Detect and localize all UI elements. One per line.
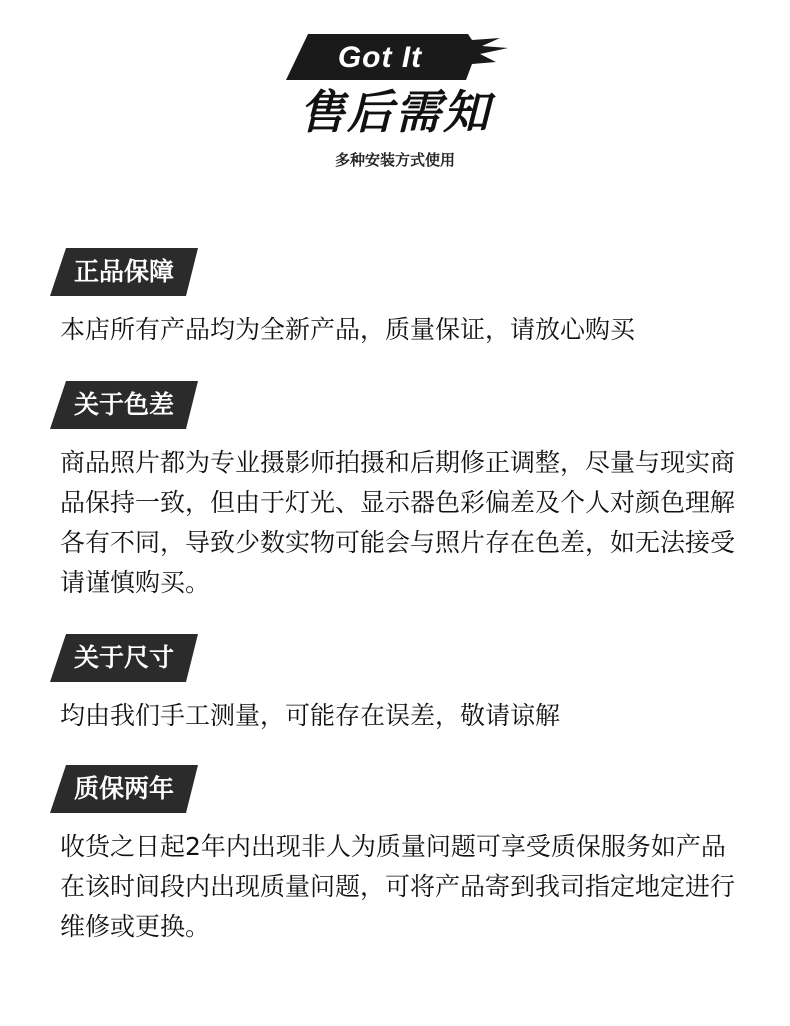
section-body: 收货之日起2年内出现非人为质量问题可享受质保服务如产品在该时间段内出现质量问题，可将产品寄到我司指定地定进行维修或更换。 — [60, 832, 736, 941]
section-tag — [50, 765, 198, 813]
section-body: 均由我们手工测量，可能存在误差，敬请谅解 — [60, 701, 561, 730]
section-body: 商品照片都为专业摄影师拍摄和后期修正调整，尽量与现实商品保持一致，但由于灯光、显示器色彩偏差及个人对颜色理解各有不同，导致少数实物可能会与照片存在色差，如无法接受请谨慎购买。 — [60, 448, 736, 597]
page-title: 售后需知 — [299, 85, 491, 139]
section-tag — [50, 248, 198, 296]
section-tag-label: 质保两年 — [73, 774, 174, 803]
header-banner — [0, 0, 790, 180]
section-tag — [50, 381, 198, 429]
section-tag-label: 关于尺寸 — [73, 643, 174, 672]
section-tag-label: 关于色差 — [73, 390, 174, 419]
section-body: 本店所有产品均为全新产品，质量保证，请放心购买 — [60, 315, 636, 344]
section-tag-label: 正品保障 — [73, 257, 174, 286]
got-it-badge: Got It — [337, 41, 423, 74]
section-tag — [50, 634, 198, 682]
page-subtitle: 多种安装方式使用 — [334, 151, 455, 169]
